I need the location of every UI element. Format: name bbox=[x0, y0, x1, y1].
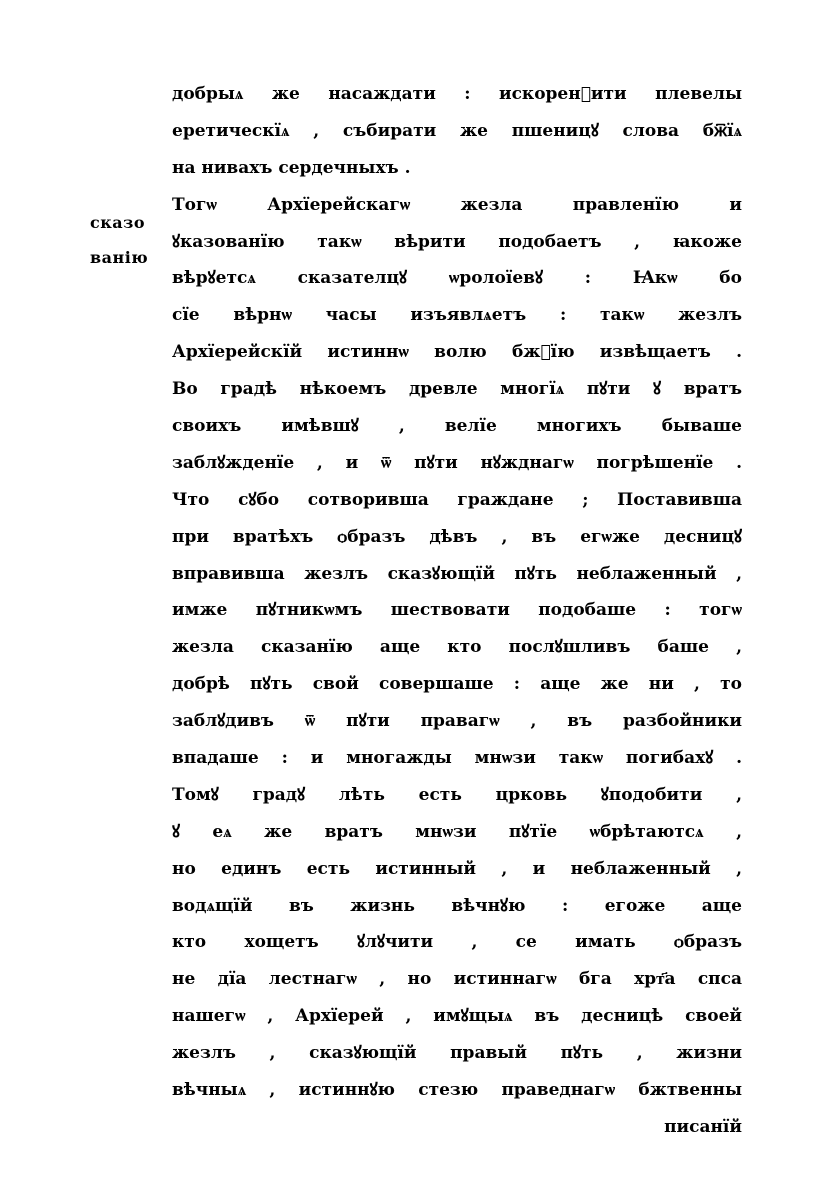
text-line: Во градѣ нѣкоемъ древле многїѧ пꙋти ꙋ вратъ bbox=[172, 379, 742, 400]
text-line: добрѣ пꙋть свой совершаше : аще же ни , то bbox=[172, 674, 742, 695]
text-line: водѧщїй въ жизнь вѣчнꙋю : егоже аще bbox=[172, 895, 742, 916]
text-line: вѣчныѧ , истиннꙋю стезю праведнагѡ бжтвенны bbox=[172, 1080, 742, 1101]
text-line: ꙋ еѧ же вратъ мнѡзи пꙋтїе ѡбрѣтаютсѧ , bbox=[172, 821, 742, 842]
text-line: писанїй bbox=[664, 1116, 742, 1137]
text-line: Архїерейскїй истиннѡ волю бж꙯їю извѣщаетъ . bbox=[172, 342, 742, 363]
text-line: Что сꙋбо сотворивша граждане ; Поставивша bbox=[172, 489, 742, 510]
text-line: своихъ имѣвшꙋ , велїе многихъ бываше bbox=[172, 416, 742, 437]
text-line: впадаше : и многажды мнѡзи такѡ погибахꙋ . bbox=[172, 748, 742, 769]
text-line: на нивахъ сердечныхъ . bbox=[172, 157, 411, 178]
text-line: жезла сказанїю аще кто послꙋшливъ баше , bbox=[172, 637, 742, 658]
text-line: добрыѧ же насаждати : искорен꙯ити плевелы bbox=[172, 84, 742, 104]
text-line: ꙋказованїю такѡ вѣрити подобаетъ , ꙗкоже bbox=[172, 231, 742, 252]
text-line: вправивша жезлъ сказꙋющїй пꙋть неблаженный , bbox=[172, 563, 742, 584]
body-text bbox=[172, 76, 742, 1146]
text-line: еретическїѧ , събирати же пшеницꙋ слова бж꙯їѧ bbox=[172, 120, 742, 141]
text-line: заблꙋжденїе , и ѿ пꙋти нꙋжднагѡ погрѣшенїе . bbox=[172, 452, 742, 473]
text-line: при вратѣхъ ѻбразъ дѣвъ , въ егѡже десницꙋ bbox=[172, 526, 742, 547]
text-line: сїе вѣрнѡ часы изъявлѧетъ : такѡ жезлъ bbox=[172, 305, 742, 326]
text-line: заблꙋдивъ ѿ пꙋти правагѡ , въ разбойники bbox=[172, 711, 742, 732]
text-line: Томꙋ градꙋ лѣть есть црковь ꙋподобити , bbox=[172, 784, 742, 805]
text-line: не дїа лестнагѡ , но истиннагѡ бга хрт҃а спса bbox=[172, 969, 742, 990]
text-line: кто хощетъ ꙋлꙋчити , се имать ѻбразъ bbox=[172, 932, 742, 953]
margin-note-line-2: ванію bbox=[90, 248, 149, 267]
text-line: нашегѡ , Архїерей , имꙋщыѧ въ десницѣ своей bbox=[172, 1006, 742, 1027]
text-line: имже пꙋтникѡмъ шествовати подобаше : тогѡ bbox=[172, 600, 742, 621]
text-line: вѣрꙋетсѧ сказателцꙋ ѡролоїевꙋ : Ꙗкѡ бо bbox=[172, 268, 742, 289]
text-line: Тогѡ Архїерейскагѡ жезла правленїю и bbox=[172, 194, 742, 215]
text-line: но единъ есть истинный , и неблаженный , bbox=[172, 858, 742, 879]
text-line: жезлъ , сказꙋющїй правый пꙋть , жизни bbox=[172, 1043, 742, 1064]
margin-note-line-1: сказо bbox=[90, 213, 146, 232]
